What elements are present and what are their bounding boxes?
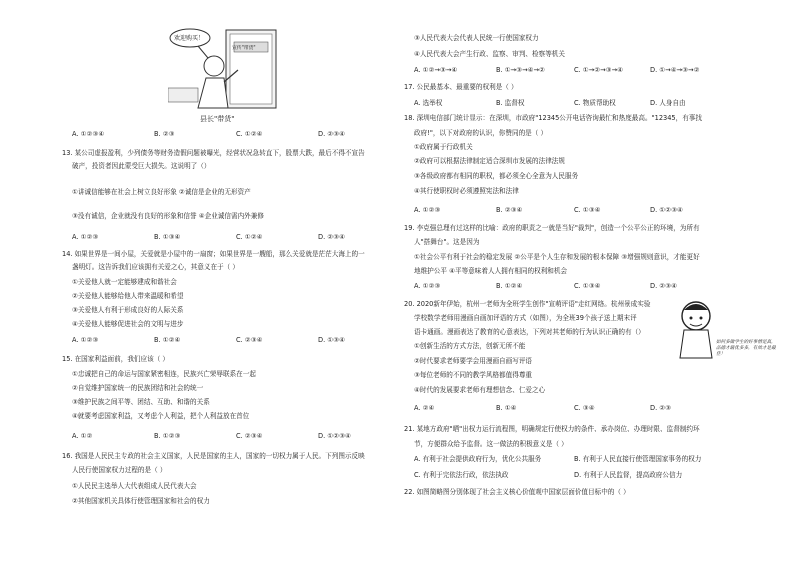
q16-choice-1: ①人民民主选举人大代表组成人民代表大会 [72, 482, 197, 490]
q16-choice-4: ④人民代表大会产生行政、监察、审判、检察等机关 [414, 50, 565, 58]
option-a[interactable]: A. 选举权 [414, 99, 443, 107]
option-c[interactable]: C. ①②④ [236, 233, 263, 241]
option-a[interactable]: A. ①②③ [72, 336, 99, 344]
option-a[interactable]: A. ①②③ [414, 206, 441, 214]
option-b[interactable]: B. ②③ [154, 130, 175, 138]
q18-choice-3: ③各级政府都有相同的职权，都必须全心全意为人民服务 [414, 172, 579, 180]
option-c[interactable]: C. 有利于完依法行政，依法执政 [414, 471, 509, 479]
option-a[interactable]: A. 有利于社会提供政府行为，优化公共服务 [414, 455, 542, 463]
q18-choice-1: ①政府属于行政机关 [414, 143, 473, 151]
option-a[interactable]: A. ①②③ [72, 233, 99, 241]
option-b[interactable]: B. ①②④ [154, 336, 181, 344]
q18-choice-2: ②政府可以根据法律制定适合深圳市发展的法律法规 [414, 157, 565, 165]
option-c[interactable]: C. ①③④ [574, 282, 601, 290]
q16-choice-3: ③人民代表大会代表人民统一行使国家权力 [414, 34, 539, 42]
q15-choice-3: ③维护民族之间平等、团结、互助、和谐的关系 [72, 398, 210, 406]
q18-stem-2: 政府!"，以下对政府的认识，你赞同的是（ ） [414, 129, 548, 137]
q22-stem: 22. 如图简略图分别体现了社会主义核心价值观中国家层面价值目标中的（ ） [404, 488, 630, 496]
q16-stem-2: 人民行使国家权力过程的是（ ） [72, 466, 167, 474]
option-d[interactable]: D. ②③④ [318, 233, 346, 241]
option-d[interactable]: D. ①③④ [318, 336, 346, 344]
option-c[interactable]: C. 物质帮助权 [574, 99, 616, 107]
q13-stem-2: 破产，投资者因此蒙受巨大损失。这说明了（） [72, 162, 211, 170]
cartoon-bubble-text: 欢迎购买！ [174, 35, 205, 42]
option-d[interactable]: D. ②③④ [318, 130, 346, 138]
q14-stem-1: 14. 如果世界是一间小屋，关爱就是小屋中的一扇窗；如果世界是一艘船，那么关爱就是茫茫大海上的一 [62, 250, 365, 258]
q14-stem-2: 盏明灯。这告诉我们应该拥有关爱之心，其意义在于（ ） [72, 263, 239, 271]
option-c[interactable]: C. ③④ [574, 404, 595, 412]
q14-choice-1: ①关爱他人就一定能够建成和谐社会 [72, 278, 177, 286]
q13-choice-2: ③没有诚信，企业就没有良好的形象和信誉 ④企业诚信需内外兼修 [72, 212, 264, 220]
q15-stem: 15. 在国家利益面前，我们应该（ ） [62, 355, 169, 363]
q14-choice-3: ③关爱他人有利于形成良好的人际关系 [72, 306, 184, 314]
q15-choice-4: ④就要考虑国家利益，又考虑个人利益，把个人利益放在首位 [72, 412, 250, 420]
q20-choice-2: ②时代要求老师要学会用漫画自画写评语 [414, 357, 533, 365]
q19-choice-1: ①社会公平有利于社会的稳定发展 ②公平是个人生存和发展的根本保障 ③增强规则意识，才能更好 [414, 253, 700, 261]
q19-stem-2: 人"搭舞台"。这是因为 [414, 238, 480, 246]
q18-stem-1: 18. 深圳电信部门统计显示：在深圳，市政府"12345公开电话咨询最忙和热度最高。"12345，有事找 [404, 114, 702, 122]
option-a[interactable]: A. ①②→③→④ [414, 66, 458, 74]
option-b[interactable]: B. ①→③→④→② [496, 66, 545, 74]
q20-stem-1: 20. 2020新年伊始，杭州一老师为全班学生创作"宣萌评语"走红网络。杭州景成实验 [404, 300, 651, 308]
option-a[interactable]: A. ①②③ [414, 282, 441, 290]
q14-choice-2: ②关爱他人能够给他人带来温暖和希望 [72, 292, 184, 300]
q18-choice-4: ④其行使职权时必须遵照宪法和法律 [414, 187, 519, 195]
option-b[interactable]: B. 监督权 [496, 99, 525, 107]
q14-choice-4: ④关爱他人能够促进社会的文明与进步 [72, 320, 184, 328]
option-b[interactable]: B. 有利于人民直接行使管理国家事务的权力 [574, 455, 702, 463]
q15-choice-2: ②自觉维护国家统一的民族团结和社会的统一 [72, 384, 204, 392]
option-b[interactable]: B. ①②④ [496, 282, 523, 290]
option-b[interactable]: B. ①④ [496, 404, 517, 412]
q19-stem-1: 19. 李克强总理有过这样的比喻：政府的职责之一就是当好"裁判"，创造一个公平公正的环境，为所有 [404, 224, 700, 232]
q21-stem-2: 节，方便群众给予监督。这一做法的积极意义是（ ） [414, 440, 568, 448]
option-b[interactable]: B. ②③④ [496, 206, 523, 214]
q20-stem-3: 语卡通画。漫画表达了教育的心意表达，下列对其老师的行为认识正确的有（） [414, 328, 645, 336]
q13-choice-1: ①讲诚信能够在社会上树立良好形象 ②诚信是企业的无形资产 [72, 188, 251, 196]
q15-choice-1: ①忠诚把自己的命运与国家紧密相连，民族兴亡荣辱联系在一起 [72, 370, 256, 378]
option-b[interactable]: B. ①②③ [154, 432, 181, 440]
q20-choice-1: ①创新生活的方式方法，创新无所不能 [414, 342, 526, 350]
teacher-handwritten-note: 如何多做学生的好事情是真，品德才最优多多，有效才是最佳！ [716, 340, 776, 357]
q19-choice-2: 地维护公平 ④平等意味着人人拥有相同的权利和机会 [414, 267, 568, 275]
option-d[interactable]: D. ②③ [650, 404, 672, 412]
q16-choice-2: ②其他国家机关具体行使管理国家和社会的权力 [72, 497, 210, 505]
q13-stem-1: 13. 某公司虚报盈利，少列债务等财务造假问题被曝光，经营状况急转直下，股票大跌，最后不得不宣告 [62, 149, 365, 157]
q20-stem-2: 学校数学老师用漫画自画加评语的方式（如图），为全班39个孩子送上期末评 [414, 314, 637, 322]
option-c[interactable]: C. ①②④ [236, 130, 263, 138]
option-c[interactable]: C. ②③④ [236, 336, 263, 344]
option-d[interactable]: D. 人身自由 [650, 99, 686, 107]
option-c[interactable]: C. ②③④ [236, 432, 263, 440]
option-c[interactable]: C. ①③④ [574, 206, 601, 214]
option-d[interactable]: D. ①②③④ [318, 432, 351, 440]
option-d[interactable]: D. ①→④→③→② [650, 66, 700, 74]
q20-choice-4: ④时代的发展要求老师有理想信念、仁爱之心 [414, 386, 546, 394]
option-d[interactable]: D. ②③④ [650, 282, 678, 290]
option-c[interactable]: C. ①→②→③→④ [574, 66, 624, 74]
q21-stem-1: 21. 某地方政府"晒"出权力运行流程图，明确规定行使权力的条件、承办岗位、办理时限、监督制约环 [404, 425, 700, 433]
q17-stem: 17. 公民最基本、最重要的权利是（ ） [404, 83, 518, 91]
q16-stem-1: 16. 我国是人民民主专政的社会主义国家，人民是国家的主人，国家的一切权力属于人民。下列图示反映 [62, 452, 365, 460]
cartoon-sign-text: 宣传"带货" [232, 46, 256, 51]
option-d[interactable]: D. 有利于人民监督，提高政府公信力 [574, 471, 683, 479]
option-a[interactable]: A. ②④ [414, 404, 435, 412]
option-a[interactable]: A. ①②③④ [72, 130, 105, 138]
q20-choice-3: ③每位老师的不同的教学风格都值得尊重 [414, 371, 533, 379]
option-a[interactable]: A. ①② [72, 432, 93, 440]
option-b[interactable]: B. ①③④ [154, 233, 181, 241]
option-d[interactable]: D. ①②③④ [650, 206, 683, 214]
cartoon-caption: 县长"带货" [200, 115, 235, 123]
